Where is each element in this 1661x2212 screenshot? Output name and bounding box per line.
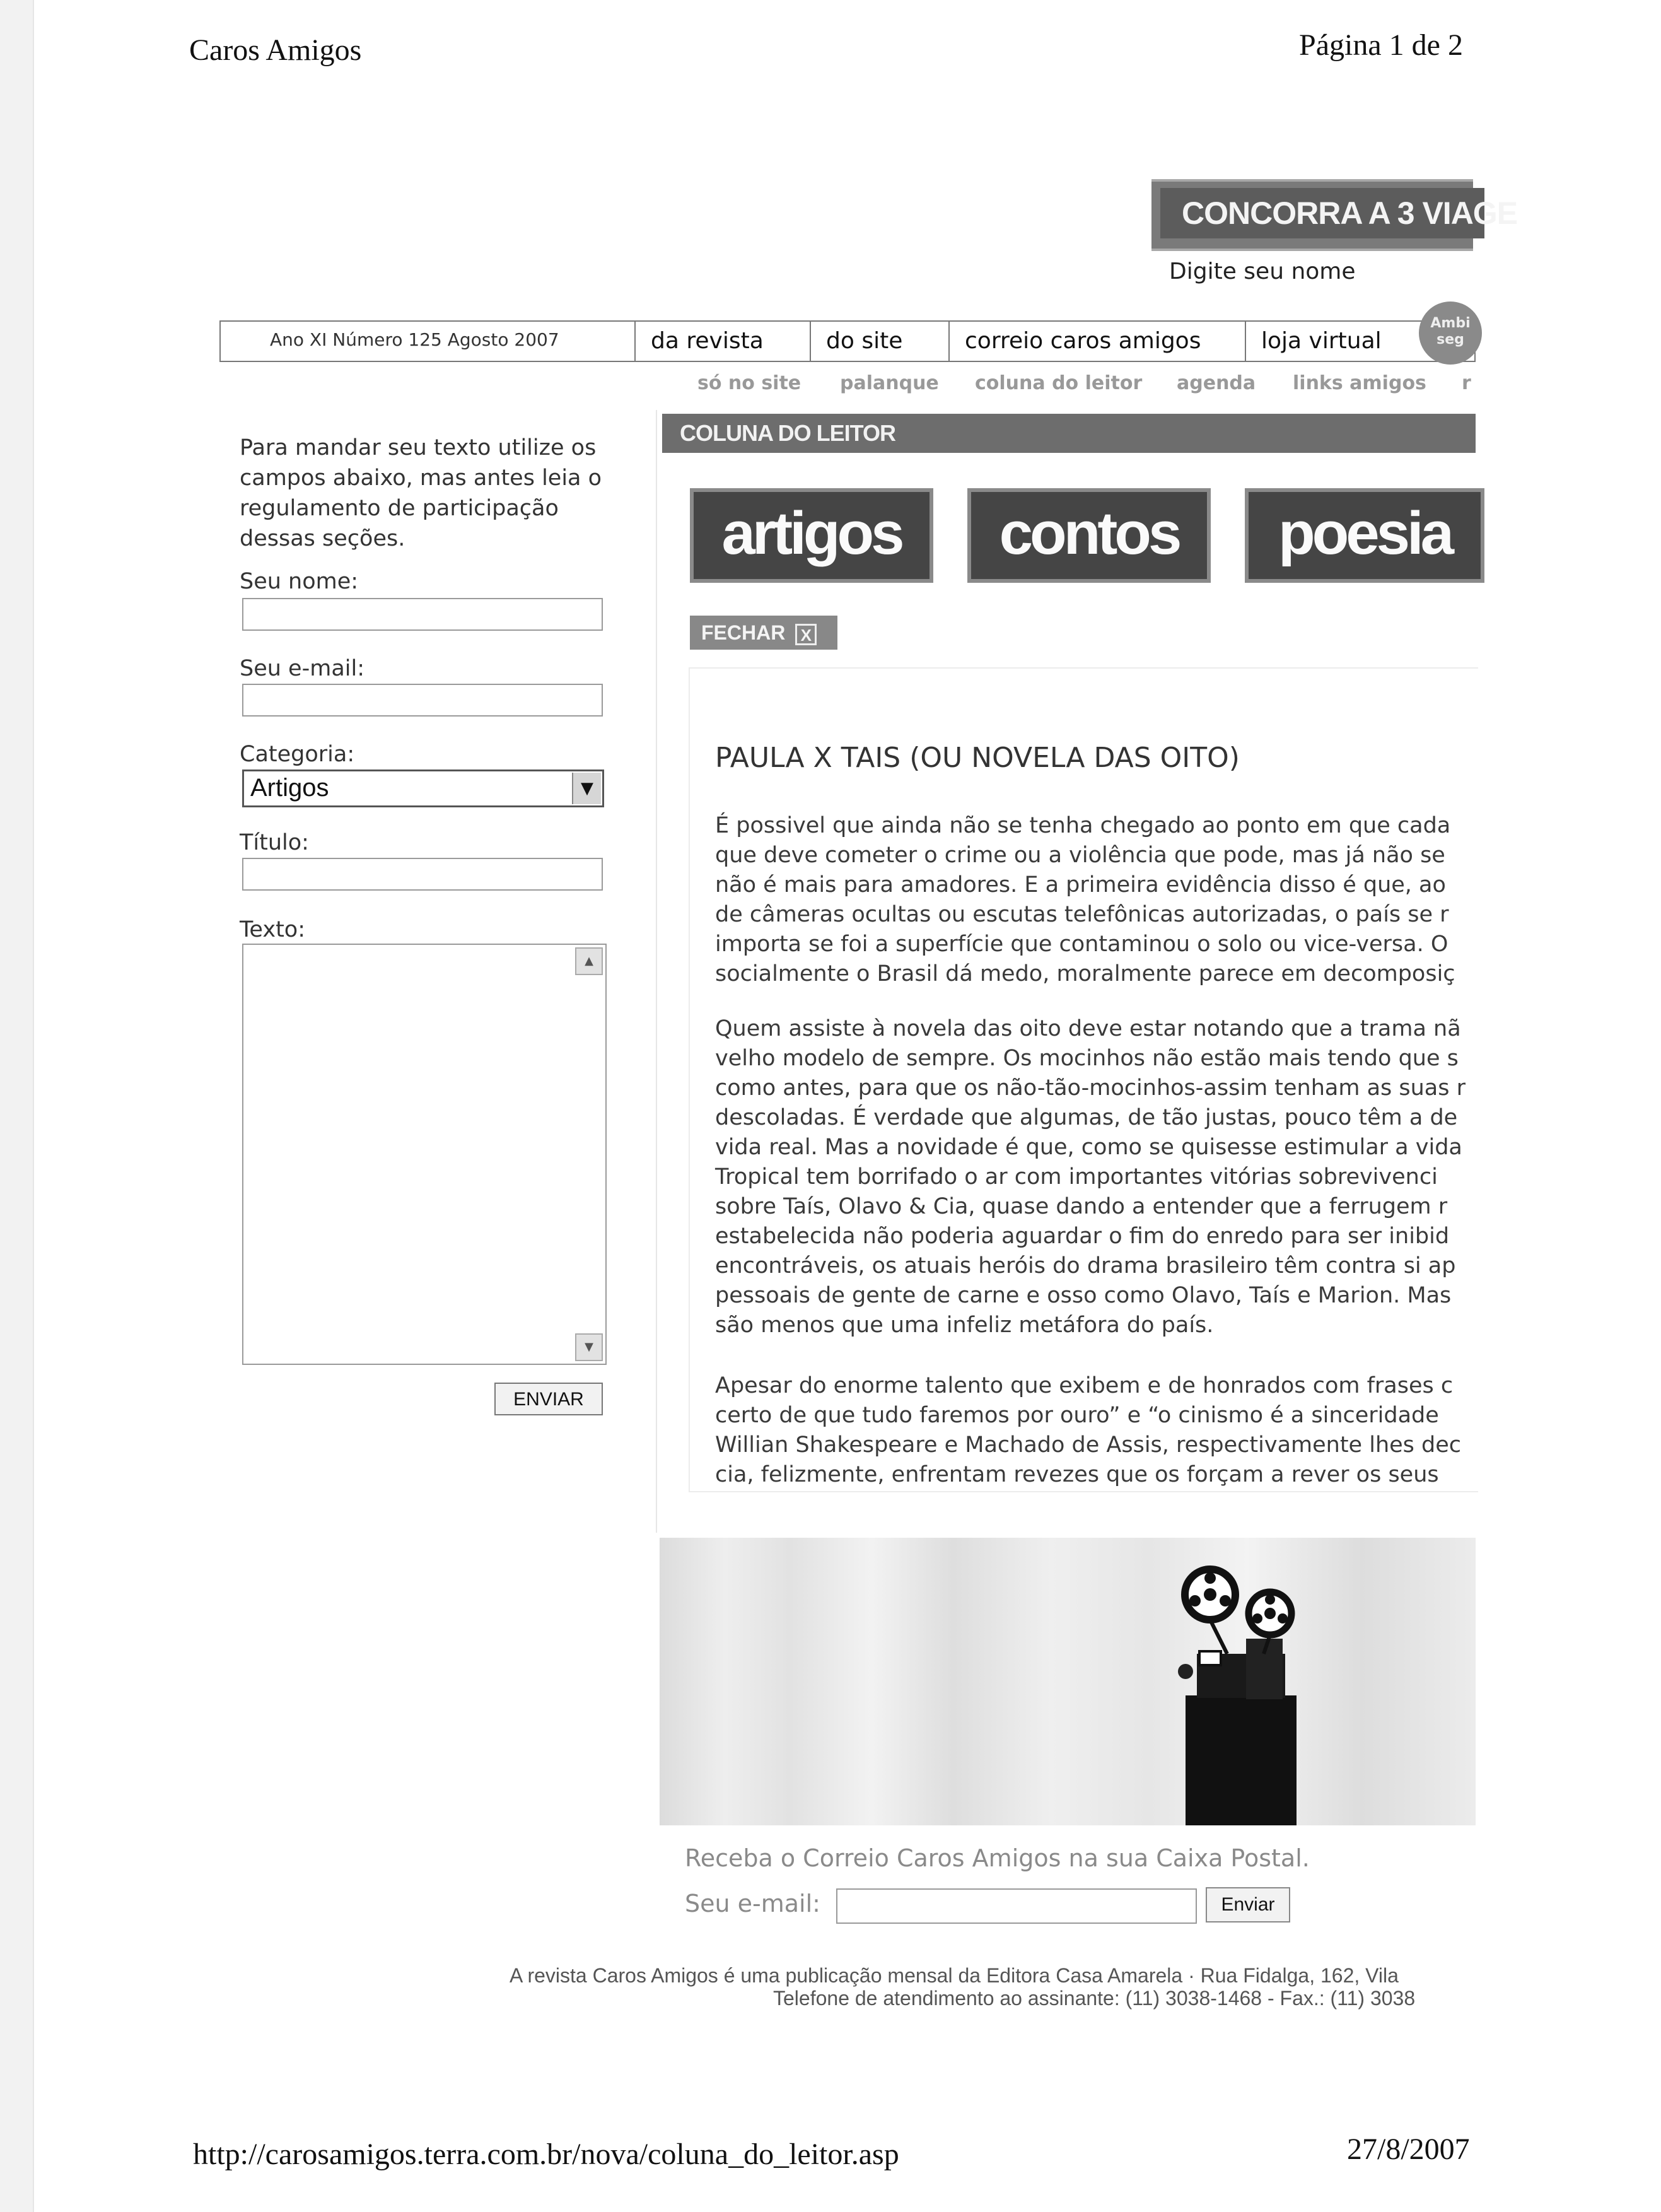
article-line: sobre Taís, Olavo & Cia, quase dando a entender que a ferrugem r [715,1194,1448,1219]
promo-banner[interactable] [1151,179,1518,251]
article-paragraph [715,811,1661,989]
text-field[interactable] [242,944,607,1365]
category-label: Categoria: [240,742,355,767]
print-header-page: Página 1 de 2 [1299,28,1463,62]
newsletter-email-field[interactable] [836,1888,1197,1924]
subnav-coluna-do-leitor[interactable]: coluna do leitor [975,372,1143,394]
article-line: importa se foi a superfície que contaminou o solo ou vice-versa. O [715,932,1448,957]
close-icon: X [795,624,817,645]
subnav-more[interactable]: r [1462,372,1471,394]
article-line: velho modelo de sempre. Os mocinhos não estão mais tendo que s [715,1046,1459,1071]
close-label: FECHAR [701,621,786,644]
article-line: encontráveis, os atuais heróis do drama brasileiro têm contra si ap [715,1253,1456,1279]
print-header-title: Caros Amigos [189,33,362,67]
subnav-palanque[interactable]: palanque [840,372,939,394]
projector-image [660,1538,1476,1825]
nav-item-loja-virtual[interactable]: loja virtual [1245,322,1430,361]
email-label: Seu e-mail: [240,656,365,681]
promo-name-prompt: Digite seu nome [1169,259,1356,284]
article-line: Quem assiste à novela das oito deve estar notando que a trama nã [715,1016,1461,1041]
subnav-so-no-site[interactable]: só no site [697,372,801,394]
article-line: são menos que uma infeliz metáfora do país. [715,1313,1214,1338]
scroll-down-icon[interactable]: ▼ [575,1333,603,1361]
text-label: Texto: [240,917,305,942]
name-label: Seu nome: [240,569,359,594]
article-title: PAULA X TAIS (OU NOVELA DAS OITO) [715,742,1240,774]
article-line: É possivel que ainda não se tenha chegado ao ponto em que cada [715,813,1451,838]
title-field[interactable] [242,858,603,891]
promo-banner-text: CONCORRA A 3 VIAGE [1160,188,1484,238]
submission-form [221,410,637,1444]
paper-edge [0,0,34,2212]
article-line: Apesar do enorme talento que exibem e de honrados com frases c [715,1373,1454,1398]
footer-publisher: A revista Caros Amigos é uma publicação mensal da Editora Casa Amarela · Rua Fidalga, 162, Vila [510,1964,1399,1987]
nav-item-do-site[interactable]: do site [810,322,950,361]
film-projector-icon [660,1538,1476,1825]
article-paragraph [715,1014,1661,1340]
email-field[interactable] [242,684,603,717]
name-field[interactable] [242,598,603,631]
close-button[interactable] [690,616,837,650]
submit-button[interactable]: ENVIAR [494,1383,603,1415]
newsletter-text: Receba o Correio Caros Amigos na sua Caixa Postal. [685,1844,1310,1872]
category-artigos-button[interactable]: artigos [690,488,933,583]
article-line: descoladas. É verdade que algumas, de tão justas, pouco têm a de [715,1105,1458,1130]
subnav-links-amigos[interactable]: links amigos [1293,372,1426,394]
article-line: pessoais de gente de carne e osso como Olavo, Taís e Marion. Mas [715,1283,1452,1308]
nav-item-correio[interactable]: correio caros amigos [948,322,1247,361]
article-line: estabelecida não poderia aguardar o fim do enredo para ser inibid [715,1224,1450,1249]
main-nav [219,320,1476,362]
footer-contact: Telefone de atendimento ao assinante: (11) 3038-1468 - Fax.: (11) 3038 [773,1987,1416,2010]
article-line: vida real. Mas a novidade é que, como se quisesse estimular a vida [715,1135,1462,1160]
article-line: certo de que tudo faremos por ouro” e “o cinismo é a sinceridade [715,1403,1439,1428]
print-footer-date: 27/8/2007 [1347,2133,1470,2166]
nav-badge[interactable]: Ambi seg [1419,301,1482,365]
subnav-agenda[interactable]: agenda [1177,372,1256,394]
article-line: Willian Shakespeare e Machado de Assis, respectivamente lhes dec [715,1432,1462,1458]
article-line: como antes, para que os não-tão-mocinhos-assim tenham as suas r [715,1075,1466,1101]
title-label: Título: [240,830,309,855]
category-contos-button[interactable]: contos [967,488,1211,583]
category-poesia-button[interactable]: poesia [1245,488,1484,583]
nav-item-da-revista[interactable]: da revista [634,322,797,361]
section-header-text: COLUNA DO LEITOR [680,420,895,446]
scroll-up-icon[interactable]: ▲ [575,947,603,975]
chevron-down-icon[interactable]: ▼ [572,773,601,804]
category-select[interactable] [242,770,604,807]
article-line: não é mais para amadores. E a primeira evidência disso é que, ao [715,872,1446,898]
newsletter-email-label: Seu e-mail: [685,1890,820,1917]
newsletter-submit-button[interactable]: Enviar [1206,1887,1290,1922]
category-value: Artigos [250,774,329,802]
form-intro: Para mandar seu texto utilize os campos abaixo, mas antes leia o regulamento de participação dessas seções. [240,435,602,551]
section-header [662,414,1476,453]
article-paragraph [715,1371,1661,1490]
print-footer-url: http://carosamigos.terra.com.br/nova/coluna_do_leitor.asp [193,2138,899,2171]
article [689,667,1478,1492]
article-line: de câmeras ocultas ou escutas telefônicas autorizadas, o país se r [715,902,1449,927]
article-line: Tropical tem borrifado o ar com importantes vitórias sobrevivenci [715,1164,1438,1190]
article-line: socialmente o Brasil dá medo, moralmente parece em decomposiç [715,961,1455,986]
issue-info: Ano XI Número 125 Agosto 2007 [270,329,559,350]
article-line: cia, felizmente, enfrentam revezes que os forçam a rever os seus [715,1462,1439,1487]
article-line: que deve cometer o crime ou a violência que pode, mas já não se [715,843,1445,868]
